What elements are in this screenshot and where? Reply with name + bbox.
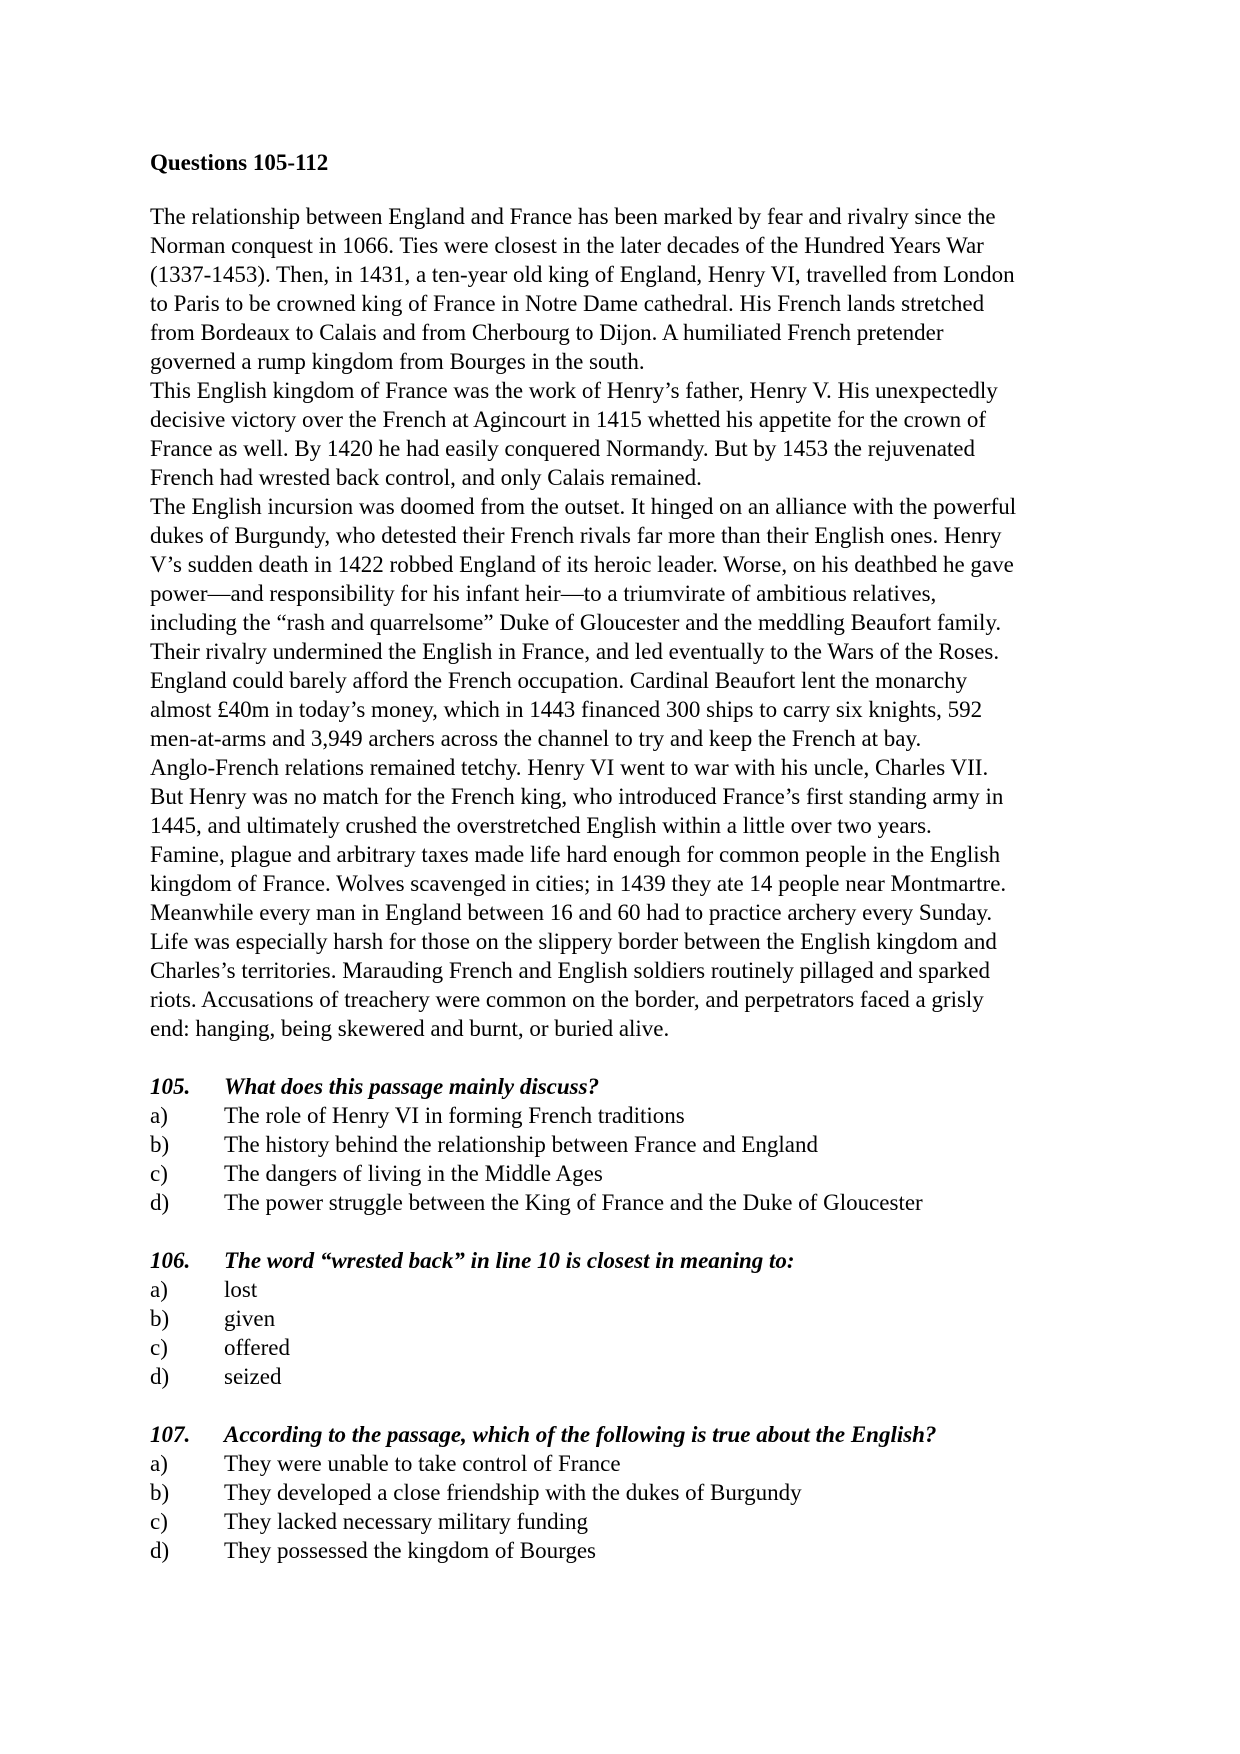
answer-option[interactable]: [150, 1536, 1110, 1565]
answer-option[interactable]: [150, 1304, 1110, 1333]
option-letter: d): [150, 1538, 170, 1563]
option-text: The dangers of living in the Middle Ages: [224, 1161, 603, 1186]
option-letter: c): [150, 1335, 168, 1360]
option-text: They possessed the kingdom of Bourges: [224, 1538, 597, 1563]
passage-line: This English kingdom of France was the work of Henry’s father, Henry V. His unexpectedly: [150, 378, 998, 403]
passage-line: Charles’s territories. Marauding French and English soldiers routinely pillaged and sparked: [150, 958, 990, 983]
passage-line: The relationship between England and France has been marked by fear and rivalry since the: [150, 204, 996, 229]
answer-option[interactable]: [150, 1333, 1110, 1362]
passage-line: men-at-arms and 3,949 archers across the channel to try and keep the French at bay.: [150, 726, 922, 751]
option-text: They developed a close friendship with the dukes of Burgundy: [224, 1480, 802, 1505]
answer-option[interactable]: [150, 1130, 1110, 1159]
passage-line: Famine, plague and arbitrary taxes made life hard enough for common people in the English: [150, 842, 1001, 867]
option-text: given: [224, 1306, 276, 1331]
question-number: 105.: [150, 1074, 191, 1099]
passage-line: 1445, and ultimately crushed the overstretched English within a little over two years.: [150, 813, 932, 838]
passage-line: including the “rash and quarrelsome” Duke of Gloucester and the meddling Beaufort family.: [150, 610, 1002, 635]
answer-option[interactable]: [150, 1159, 1110, 1188]
question-number: 107.: [150, 1422, 191, 1447]
option-text: The power struggle between the King of France and the Duke of Gloucester: [224, 1190, 923, 1215]
answer-option[interactable]: [150, 1101, 1110, 1130]
option-text: lost: [224, 1277, 258, 1302]
option-letter: a): [150, 1277, 168, 1302]
option-letter: b): [150, 1306, 170, 1331]
passage-line: dukes of Burgundy, who detested their French rivals far more than their English ones. Henry: [150, 523, 1002, 548]
passage-line: power—and responsibility for his infant heir—to a triumvirate of ambitious relatives,: [150, 581, 937, 606]
option-text: The role of Henry VI in forming French traditions: [224, 1103, 685, 1128]
option-letter: c): [150, 1161, 168, 1186]
passage-line: French had wrested back control, and only Calais remained.: [150, 465, 702, 490]
passage-line: The English incursion was doomed from the outset. It hinged on an alliance with the powerful: [150, 494, 1017, 519]
passage-line: from Bordeaux to Calais and from Cherbourg to Dijon. A humiliated French pretender: [150, 320, 944, 345]
option-letter: a): [150, 1103, 168, 1128]
passage-line: end: hanging, being skewered and burnt, or buried alive.: [150, 1016, 670, 1041]
answer-option[interactable]: [150, 1507, 1110, 1536]
question-text: The word “wrested back” in line 10 is closest in meaning to:: [224, 1248, 795, 1273]
option-letter: c): [150, 1509, 168, 1534]
answer-option[interactable]: [150, 1275, 1110, 1304]
question-stem: [150, 1072, 1110, 1101]
option-text: The history behind the relationship between France and England: [224, 1132, 818, 1157]
passage-line: Their rivalry undermined the English in France, and led eventually to the Wars of the Roses.: [150, 639, 1000, 664]
passage-line: to Paris to be crowned king of France in Notre Dame cathedral. His French lands stretched: [150, 291, 985, 316]
answer-option[interactable]: [150, 1188, 1110, 1217]
question-text: According to the passage, which of the following is true about the English?: [224, 1422, 937, 1447]
passage-line: governed a rump kingdom from Bourges in the south.: [150, 349, 645, 374]
page-title: Questions 105-112: [150, 150, 329, 175]
document-page: [150, 148, 1110, 1565]
question-number: 106.: [150, 1248, 191, 1273]
passage-line: Life was especially harsh for those on the slippery border between the English kingdom and: [150, 929, 997, 954]
answer-option[interactable]: [150, 1449, 1110, 1478]
passage-line: Norman conquest in 1066. Ties were closest in the later decades of the Hundred Years War: [150, 233, 984, 258]
passage-line: almost £40m in today’s money, which in 1443 financed 300 ships to carry six knights, 592: [150, 697, 983, 722]
passage-line: But Henry was no match for the French king, who introduced France’s first standing army in: [150, 784, 1004, 809]
question-text: What does this passage mainly discuss?: [224, 1074, 600, 1099]
question-stem: [150, 1420, 1110, 1449]
question-105: [150, 1072, 1110, 1217]
passage-line: V’s sudden death in 1422 robbed England of its heroic leader. Worse, on his deathbed he gave: [150, 552, 1014, 577]
answer-option[interactable]: [150, 1362, 1110, 1391]
passage-line: France as well. By 1420 he had easily conquered Normandy. But by 1453 the rejuvenated: [150, 436, 976, 461]
reading-passage: [150, 202, 1110, 1043]
passage-line: Meanwhile every man in England between 16 and 60 had to practice archery every Sunday.: [150, 900, 993, 925]
option-letter: b): [150, 1132, 170, 1157]
passage-line: decisive victory over the French at Agincourt in 1415 whetted his appetite for the crown of: [150, 407, 987, 432]
passage-line: kingdom of France. Wolves scavenged in cities; in 1439 they ate 14 people near Montmartre.: [150, 871, 1007, 896]
option-letter: d): [150, 1190, 170, 1215]
passage-line: riots. Accusations of treachery were common on the border, and perpetrators faced a grisly: [150, 987, 984, 1012]
option-text: They were unable to take control of France: [224, 1451, 621, 1476]
passage-line: Anglo-French relations remained tetchy. Henry VI went to war with his uncle, Charles VII.: [150, 755, 989, 780]
option-text: offered: [224, 1335, 290, 1360]
passage-line: England could barely afford the French occupation. Cardinal Beaufort lent the monarchy: [150, 668, 968, 693]
option-letter: a): [150, 1451, 168, 1476]
question-106: [150, 1246, 1110, 1391]
answer-option[interactable]: [150, 1478, 1110, 1507]
option-letter: b): [150, 1480, 170, 1505]
question-107: [150, 1420, 1110, 1565]
option-text: They lacked necessary military funding: [224, 1509, 589, 1534]
question-stem: [150, 1246, 1110, 1275]
option-text: seized: [224, 1364, 282, 1389]
passage-line: (1337-1453). Then, in 1431, a ten-year old king of England, Henry VI, travelled from London: [150, 262, 1015, 287]
option-letter: d): [150, 1364, 170, 1389]
